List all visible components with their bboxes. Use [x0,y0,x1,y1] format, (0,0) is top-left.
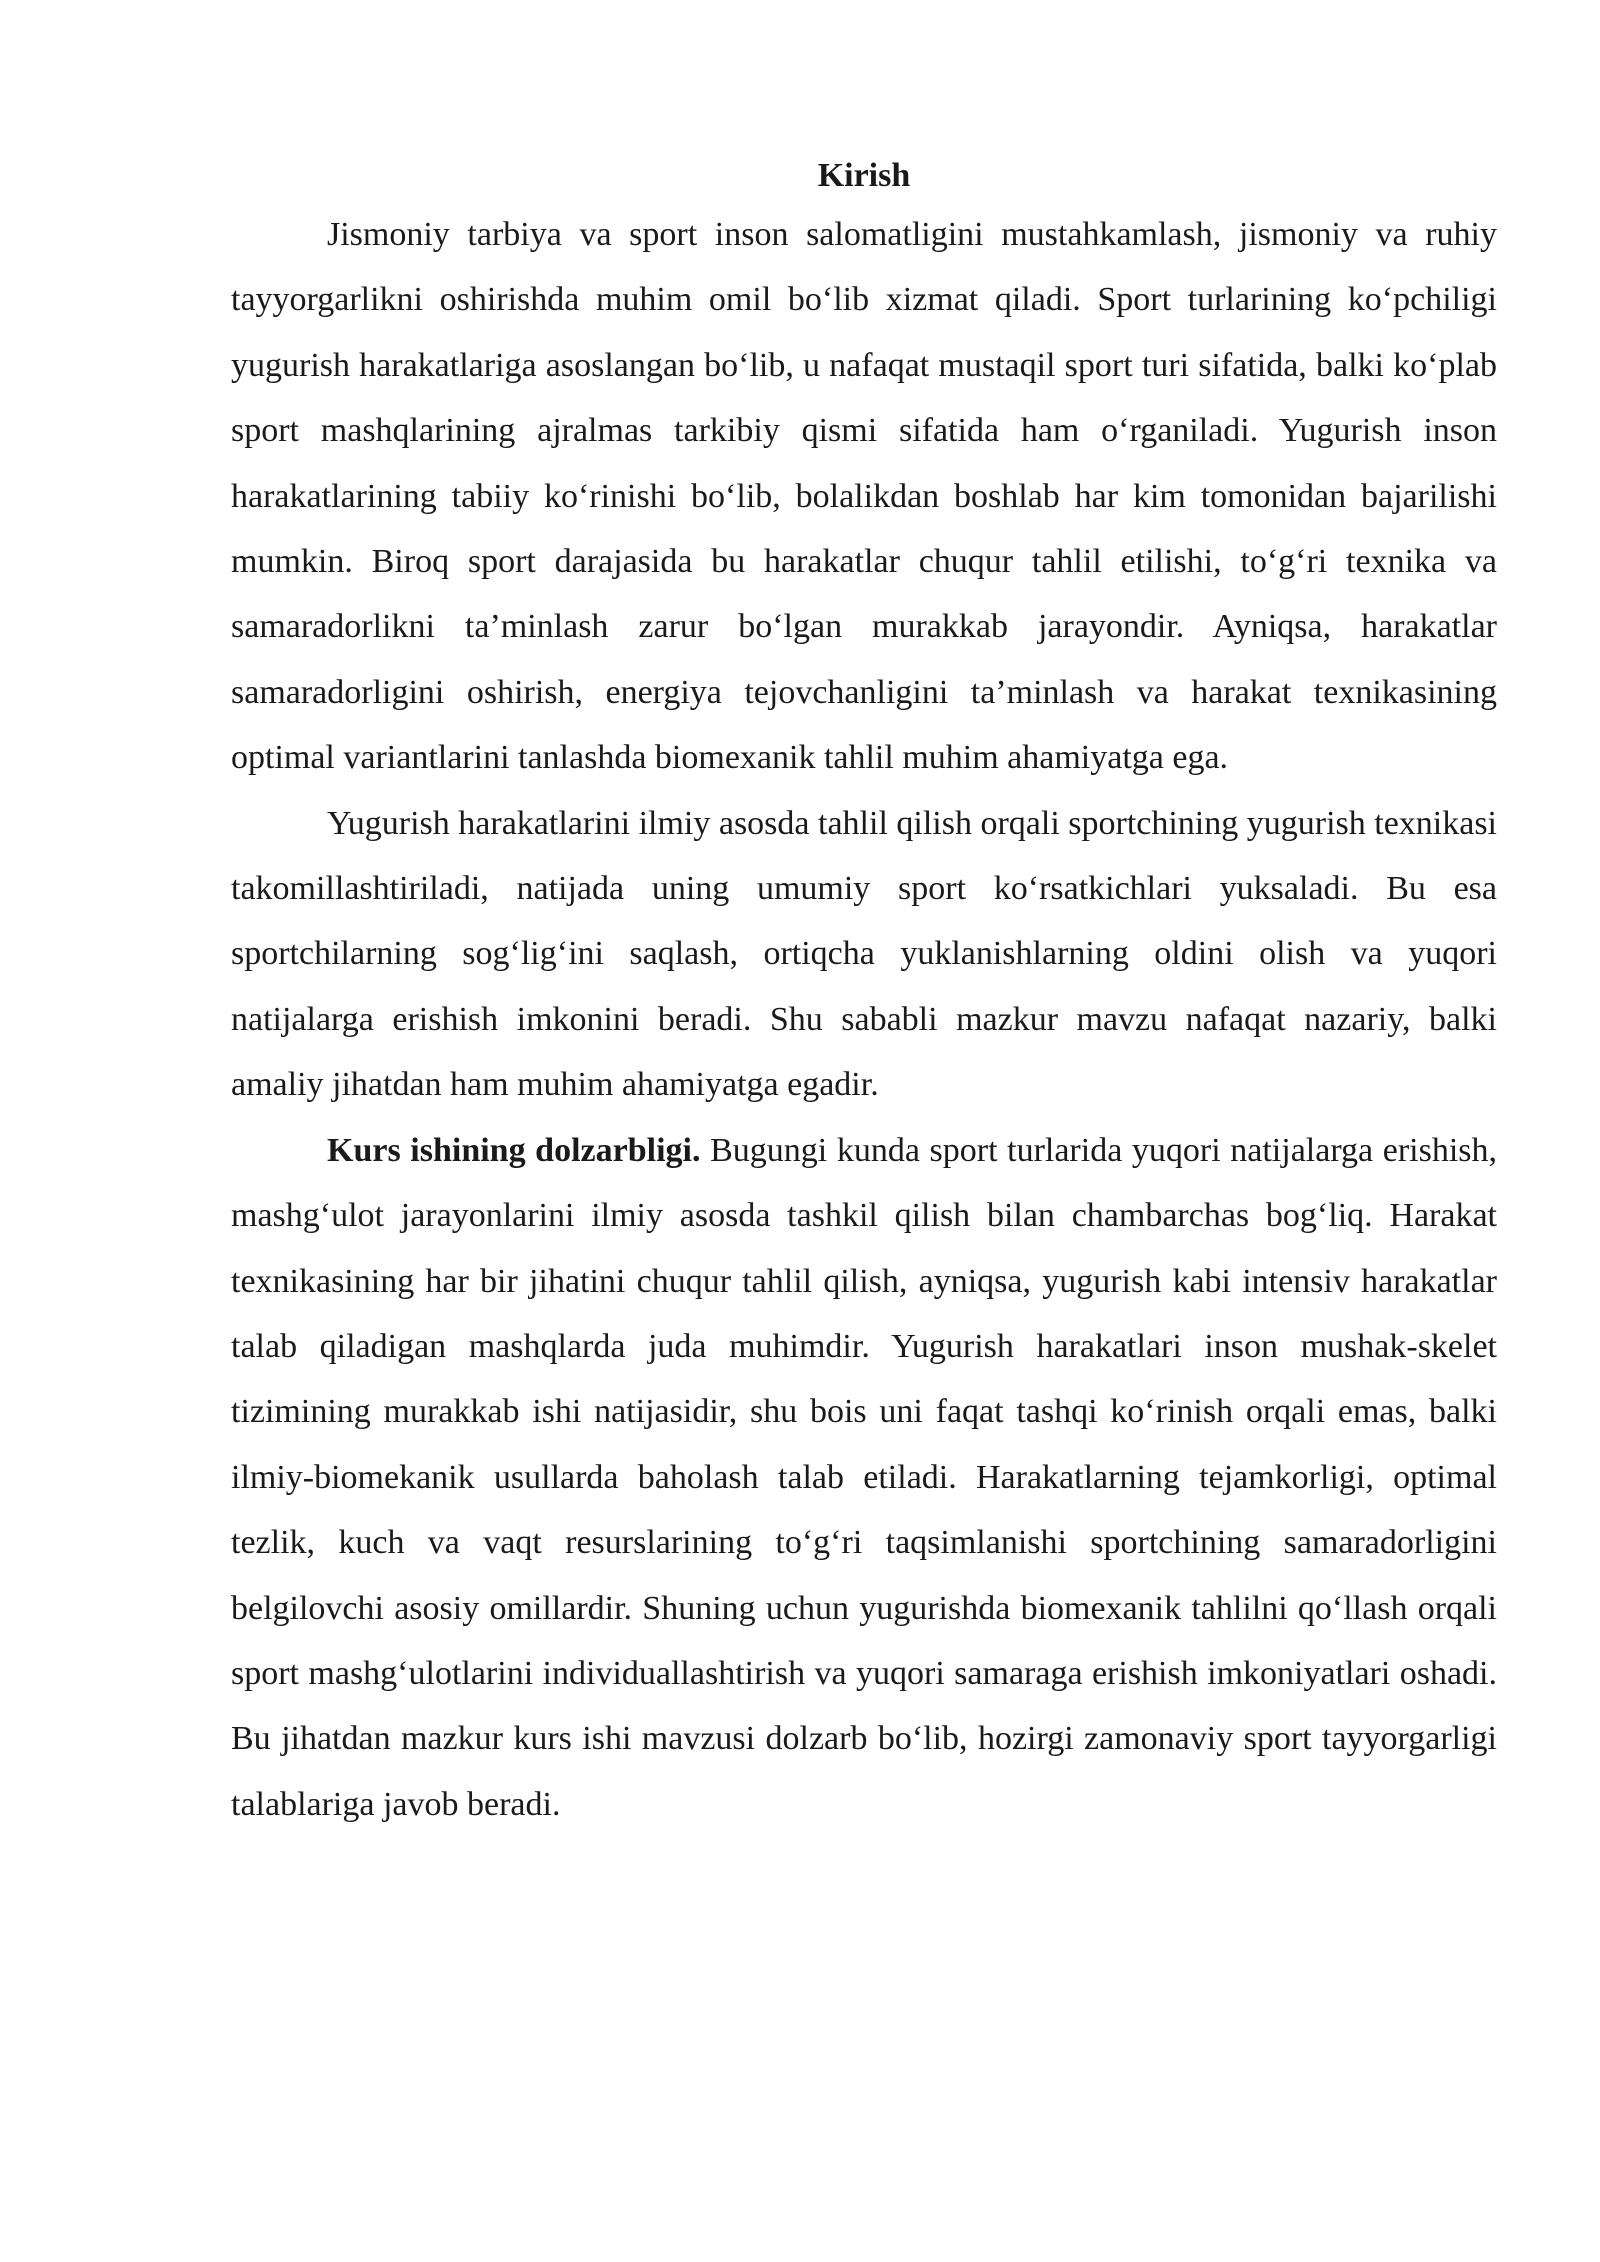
paragraph-relevance [231,1118,1497,1837]
section-title: Kirish [817,157,911,194]
relevance-heading: Kurs ishining dolzarbligi. [327,1131,701,1169]
document-body [231,150,1497,1837]
paragraph-analysis: Yugurish harakatlarini ilmiy asosda tahlil qilish orqali sportchining yugurish texnikasi takomillashtiriladi, natijada uning umumiy sport ko‘rsatkichlari yuksaladi. Bu esa sportchilarning sog‘lig‘ini saqlash, ortiqcha yuklanishlarning oldini olish va yuqori natijalarga erishish imkonini beradi. Shu sababli mazkur mavzu nafaqat nazariy, balki amaliy jihatdan ham muhim ahamiyatga egadir. [231,804,1497,1104]
relevance-text: Bugungi kunda sport turlarida yuqori natijalarga erishish, mashg‘ulot jarayonlarini ilmiy asosda tashkil qilish bilan chambarchas bog‘liq. Harakat texnikasining har bir jihatini chuqur tahlil qilish, ayniqsa, yugurish kabi intensiv harakatlar talab qiladigan mashqlarda juda muhimdir. Yugurish harakatlari inson mushak-skelet tizimining murakkab ishi natijasidir, shu bois uni faqat tashqi ko‘rinish orqali emas, balki ilmiy-biomekanik usullarda baholash talab etiladi. Harakatlarning tejamkorligi, optimal tezlik, kuch va vaqt resurslarining to‘g‘ri taqsimlanishi sportchining samaradorligini belgilovchi asosiy omillardir. Shuning uchun yugurishda biomexanik tahlilni qo‘llash orqali sport mashg‘ulotlarini individuallashtirish va yuqori samaraga erishish imkoniyatlari oshadi. Bu jihatdan mazkur kurs ishi mavzusi dolzarb bo‘lib, hozirgi zamonaviy sport tayyorgarligi talablariga javob beradi. [231,1131,1497,1823]
paragraph-intro: Jismoniy tarbiya va sport inson salomatligini mustahkamlash, jismoniy va ruhiy tayyorgarlikni oshirishda muhim omil bo‘lib xizmat qiladi. Sport turlarining ko‘pchiligi yugurish harakatlariga asoslangan bo‘lib, u nafaqat mustaqil sport turi sifatida, balki ko‘plab sport mashqlarining ajralmas tarkibiy qismi sifatida ham o‘rganiladi. Yugurish inson harakatlarining tabiiy ko‘rinishi bo‘lib, bolalikdan boshlab har kim tomonidan bajarilishi mumkin. Biroq sport darajasida bu harakatlar chuqur tahlil etilishi, to‘g‘ri texnika va samaradorlikni ta’minlash zarur bo‘lgan murakkab jarayondir. Ayniqsa, harakatlar samaradorligini oshirish, energiya tejovchanligini ta’minlash va harakat texnikasining optimal variantlarini tanlashda biomexanik tahlil muhim ahamiyatga ega. [231,216,1497,777]
